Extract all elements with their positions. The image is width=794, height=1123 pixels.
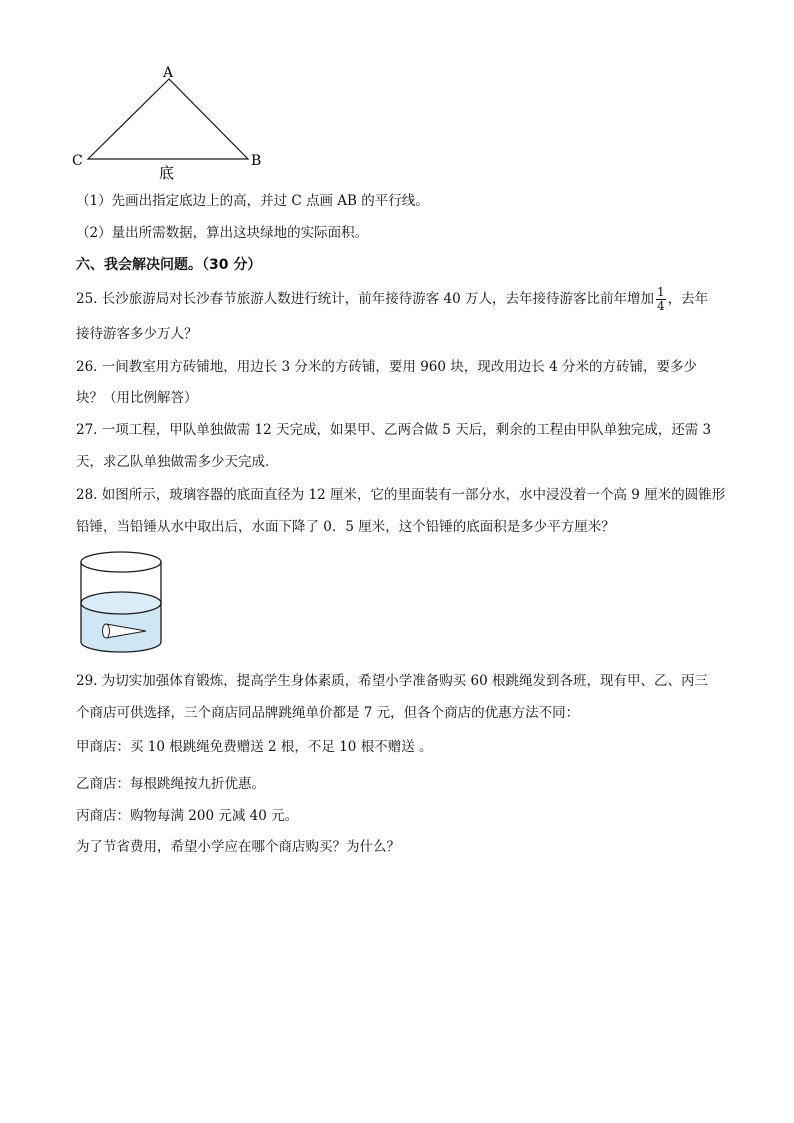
container-rim xyxy=(81,552,161,572)
q25-fraction-numerator: 1 xyxy=(657,285,665,299)
q27-line-2: 天，求乙队单独做需多少天完成． xyxy=(76,454,279,470)
q29-line-2: 个商店可供选择，三个商店同品牌跳绳单价都是 7 元，但各个商店的优惠方法不同： xyxy=(76,705,580,721)
section-title: 六、我会解决问题。（30 分） xyxy=(76,257,262,273)
q26-line-2: 块？（用比例解答） xyxy=(76,390,198,406)
q25-fraction-denominator: 4 xyxy=(657,299,665,313)
q29-question: 为了节省费用，希望小学应在哪个商店购买？为什么？ xyxy=(76,839,400,855)
q24-part-1: （1）先画出指定底边上的高，并过 C 点画 AB 的平行线。 xyxy=(76,193,429,209)
q25-text-after: ，去年 xyxy=(667,291,709,307)
q29-shop-bing: 丙商店：购物每满 200 元减 40 元。 xyxy=(76,808,299,824)
q25-line-2: 接待游客多少万人？ xyxy=(76,326,198,342)
q29-line-1: 29. 为切实加强体育锻炼，提高学生身体素质，希望小学准备购买 60 根跳绳发到各班，现有甲、乙、丙三 xyxy=(76,673,709,689)
vertex-b-label: B xyxy=(251,153,262,169)
water-surface xyxy=(81,592,161,614)
q29-shop-yi: 乙商店：每根跳绳按九折优惠。 xyxy=(76,776,265,792)
q28-line-1: 28. 如图所示，玻璃容器的底面直径为 12 厘米，它的里面装有一部分水，水中浸没着一个高 9 厘米的圆锥形 xyxy=(76,487,726,503)
q28-line-2: 铅锤，当铅锤从水中取出后，水面下降了 0．5 厘米，这个铅锤的底面积是多少平方厘米？ xyxy=(76,519,615,535)
triangle-figure xyxy=(60,60,280,185)
base-label: 底 xyxy=(159,164,175,182)
glass-container-figure xyxy=(76,548,171,656)
q25-fraction xyxy=(656,286,666,313)
q26-line-1: 26. 一间教室用方砖铺地，用边长 3 分米的方砖铺，要用 960 块，现改用边长 4 分米的方砖铺，要多少 xyxy=(76,359,697,375)
triangle-abc xyxy=(88,79,248,159)
q24-part-2: （2）量出所需数据，算出这块绿地的实际面积。 xyxy=(76,225,369,241)
vertex-c-label: C xyxy=(72,153,83,169)
q25-text-before: 25. 长沙旅游局对长沙春节旅游人数进行统计，前年接待游客 40 万人，去年接待游客比前年增加 xyxy=(76,291,655,307)
q27-line-1: 27. 一项工程，甲队单独做需 12 天完成，如果甲、乙两合做 5 天后，剩余的工程由甲队单独完成，还需 3 xyxy=(76,422,712,438)
q29-shop-jia: 甲商店：买 10 根跳绳免费赠送 2 根，不足 10 根不赠送 。 xyxy=(76,739,433,755)
q25-line-1 xyxy=(76,282,756,316)
vertex-a-label: A xyxy=(163,65,174,81)
